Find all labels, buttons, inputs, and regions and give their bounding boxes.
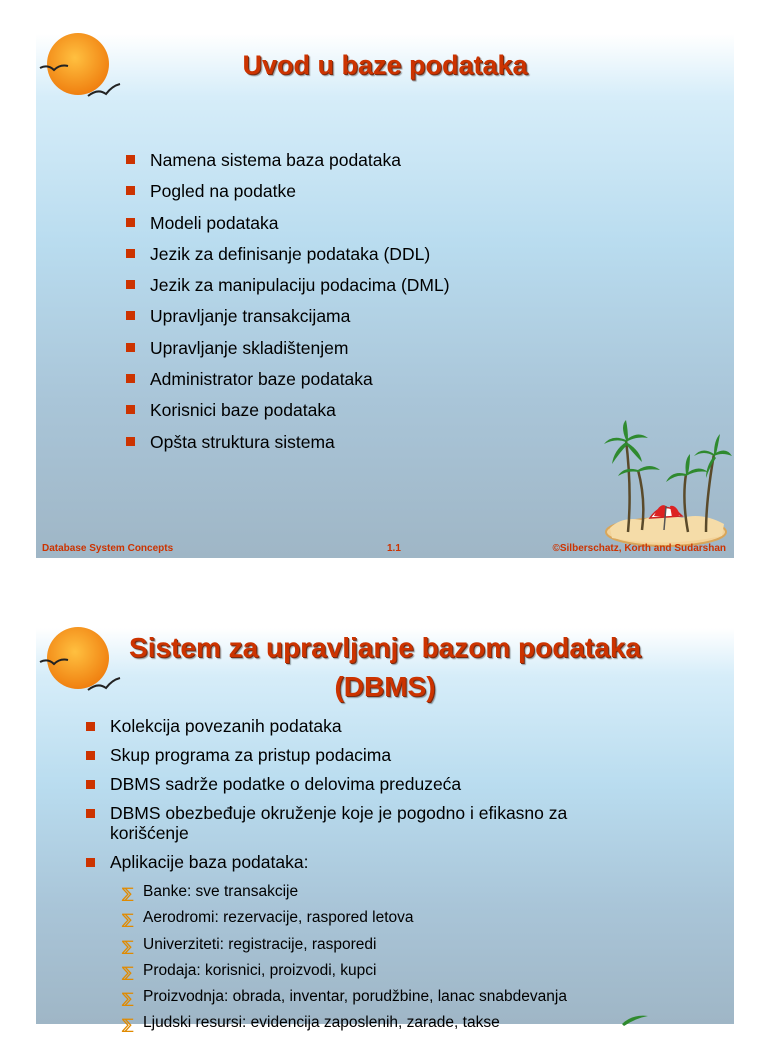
list-item-text: DBMS obezbeđuje okruženje koje je pogodno i efikasno za korišćenje (110, 803, 568, 843)
footer-right: ©Silberschatz, Korth and Sudarshan (552, 543, 726, 554)
sub-list-item (122, 1013, 682, 1039)
list-item (86, 774, 646, 794)
slide-2 (36, 628, 734, 1033)
dbms-list (86, 716, 646, 881)
hook-bullet-icon: ⅀ (122, 937, 134, 954)
square-bullet-icon (126, 374, 135, 383)
slide-title (36, 628, 734, 706)
list-item (86, 852, 646, 872)
list-item-text: Kolekcija povezanih podataka (110, 716, 342, 736)
list-item-text: Jezik za manipulaciju podacima (DML) (150, 275, 450, 296)
sub-list-item-text: Ljudski resursi: evidencija zaposlenih, zarade, takse (143, 1014, 500, 1032)
sub-list-item (122, 882, 682, 908)
square-bullet-icon (126, 437, 135, 446)
sub-list-item (122, 935, 682, 961)
sub-list-item (122, 908, 682, 934)
list-item-text: Upravljanje transakcijama (150, 306, 351, 327)
slide-title-line-1: Sistem za upravljanje bazom podataka (129, 632, 641, 663)
list-item (86, 716, 646, 736)
sub-list-item-text: Aerodromi: rezervacije, raspored letova (143, 909, 414, 927)
slide-number: 1.1 (387, 543, 401, 554)
list-item-text: Korisnici baze podataka (150, 400, 336, 421)
hook-bullet-icon: ⅀ (122, 911, 134, 928)
sub-list-item-text: Univerziteti: registracije, rasporedi (143, 935, 377, 953)
palm-leaf-icon (620, 1012, 650, 1026)
hook-bullet-icon: ⅀ (122, 885, 134, 901)
list-item-text: Skup programa za pristup podacima (110, 745, 392, 765)
hook-bullet-icon: ⅀ (122, 963, 134, 980)
sub-list-item-text: Proizvodnja: obrada, inventar, porudžbine, lanac snabdevanja (143, 988, 567, 1006)
hook-bullet-icon: ⅀ (122, 1016, 134, 1033)
slide-title: Uvod u baze podataka (242, 50, 528, 80)
slide-1 (36, 34, 734, 558)
sub-list-item (122, 987, 682, 1013)
list-item-text: Administrator baze podataka (150, 369, 373, 390)
list-item (126, 149, 450, 180)
square-bullet-icon (126, 155, 135, 164)
list-item-text: Opšta struktura sistema (150, 431, 335, 452)
sub-list-item-text: Banke: sve transakcije (143, 883, 299, 900)
footer-left: Database System Concepts (42, 543, 174, 554)
list-item-text: Upravljanje skladištenjem (150, 337, 349, 358)
list-item (86, 803, 646, 843)
square-bullet-icon (86, 722, 95, 731)
list-item (126, 180, 450, 211)
sub-list-item-text: Prodaja: korisnici, proizvodi, kupci (143, 961, 377, 979)
square-bullet-icon (86, 751, 95, 760)
sub-list-item (122, 961, 682, 987)
list-item (126, 212, 450, 243)
square-bullet-icon (126, 405, 135, 414)
list-item (126, 399, 450, 430)
square-bullet-icon (86, 858, 95, 867)
list-item (86, 745, 646, 765)
hook-bullet-icon: ⅀ (122, 990, 134, 1007)
topic-list (126, 149, 450, 462)
list-item-text: Aplikacije baza podataka: (110, 852, 309, 872)
list-item (126, 274, 450, 305)
square-bullet-icon (126, 218, 135, 227)
square-bullet-icon (126, 311, 135, 320)
list-item (126, 368, 450, 399)
square-bullet-icon (126, 249, 135, 258)
square-bullet-icon (126, 280, 135, 289)
square-bullet-icon (126, 186, 135, 195)
list-item (126, 243, 450, 274)
application-list (122, 882, 682, 1040)
list-item-text: Pogled na podatke (150, 181, 296, 202)
list-item-text: Namena sistema baza podataka (150, 150, 401, 170)
square-bullet-icon (86, 780, 95, 789)
list-item-text: DBMS sadrže podatke o delovima preduzeća (110, 774, 462, 794)
palm-island-icon (602, 420, 732, 552)
list-item-text: Jezik za definisanje podataka (DDL) (150, 243, 431, 264)
square-bullet-icon (86, 809, 95, 818)
list-item (126, 431, 450, 462)
list-item (126, 305, 450, 336)
list-item-text: Modeli podataka (150, 212, 279, 233)
slide-title-line-2: (DBMS) (334, 671, 436, 702)
list-item (126, 337, 450, 368)
square-bullet-icon (126, 343, 135, 352)
